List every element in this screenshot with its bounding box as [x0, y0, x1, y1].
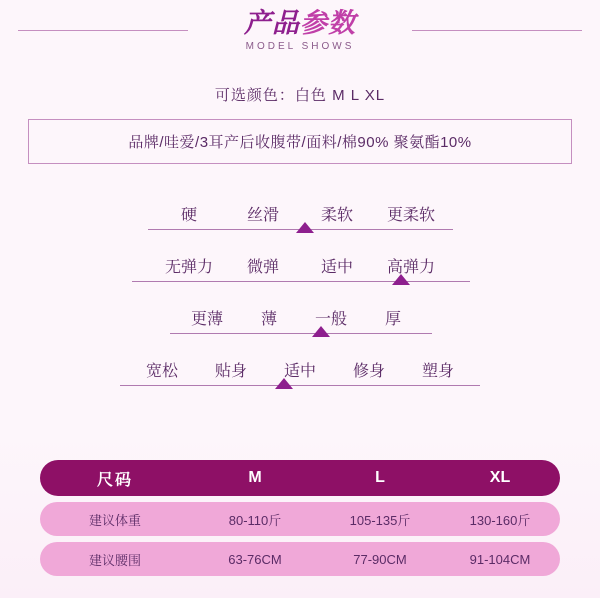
- scale-thickness-label-1: 薄: [260, 311, 277, 328]
- scale-fit-label-0: 宽松: [145, 363, 178, 380]
- scale-thickness: [0, 306, 600, 358]
- scale-fit-labels: [0, 358, 600, 380]
- scale-softness-marker: [296, 222, 314, 233]
- scale-elasticity-label-3: 高弹力: [386, 259, 435, 276]
- scale-elasticity: [0, 254, 600, 306]
- scale-thickness-line: [170, 333, 432, 334]
- spec-summary-box: 品牌/哇爱/3耳产后收腹带/面料/棉90% 聚氨酯10%: [28, 119, 572, 164]
- scale-elasticity-line: [132, 281, 470, 282]
- size-table-row1-value-m: 63-76CM: [228, 551, 282, 567]
- scale-elasticity-labels: [0, 254, 600, 276]
- scale-fit-label-4: 塑身: [421, 363, 454, 380]
- size-table-header-row: [40, 460, 560, 496]
- scale-thickness-label-3: 厚: [384, 311, 401, 328]
- scale-softness: [0, 202, 600, 254]
- color-options-text: 可选颜色：白色 M L XL: [214, 87, 386, 104]
- scale-softness-label-0: 硬: [180, 207, 197, 224]
- size-table-header-cell-3: XL: [489, 469, 511, 486]
- scale-fit-label-1: 贴身: [214, 363, 247, 380]
- page-header: [0, 0, 600, 70]
- page-title-part2: 参数: [300, 8, 356, 38]
- scale-elasticity-marker: [392, 274, 410, 285]
- size-table-row0-value-m: 80-110斤: [228, 512, 282, 528]
- scale-fit-line: [120, 385, 480, 386]
- scale-fit-marker: [275, 378, 293, 389]
- scale-softness-labels: [0, 202, 600, 224]
- page-subtitle: MODEL SHOWS: [245, 41, 355, 52]
- scale-elasticity-label-2: 适中: [320, 259, 353, 276]
- size-table-header-cell-2: L: [375, 469, 385, 486]
- page-title: [0, 8, 600, 38]
- table-row: [40, 542, 560, 576]
- scale-elasticity-label-0: 无弹力: [164, 259, 213, 276]
- scale-thickness-label-2: 一般: [314, 311, 347, 328]
- size-table: [40, 460, 560, 582]
- scale-elasticity-label-1: 微弹: [246, 259, 279, 276]
- attribute-scales: [0, 202, 600, 410]
- scale-thickness-labels: [0, 306, 600, 328]
- scale-softness-label-2: 柔软: [320, 207, 353, 224]
- page-title-part1: 产品: [244, 8, 300, 38]
- size-table-header-cell-1: M: [248, 469, 262, 486]
- header-rule-left: [18, 30, 188, 31]
- header-rule-right: [412, 30, 582, 31]
- size-table-header-cell-0: 尺码: [96, 471, 133, 489]
- size-table-row0-value-xl: 130-160斤: [469, 512, 531, 528]
- scale-fit-label-2: 适中: [283, 363, 316, 380]
- size-table-row0-label: 建议体重: [88, 512, 141, 528]
- scale-thickness-label-0: 更薄: [190, 311, 223, 328]
- size-table-row1-label: 建议腰围: [88, 552, 141, 568]
- table-row: [40, 502, 560, 536]
- scale-softness-label-3: 更柔软: [386, 207, 435, 224]
- scale-fit-label-3: 修身: [352, 363, 385, 380]
- scale-fit: [0, 358, 600, 410]
- size-table-row1-value-xl: 91-104CM: [469, 551, 531, 567]
- scale-thickness-marker: [312, 326, 330, 337]
- size-table-row0-value-l: 105-135斤: [349, 512, 411, 528]
- size-table-row1-value-l: 77-90CM: [353, 551, 407, 567]
- scale-softness-label-1: 丝滑: [246, 207, 279, 224]
